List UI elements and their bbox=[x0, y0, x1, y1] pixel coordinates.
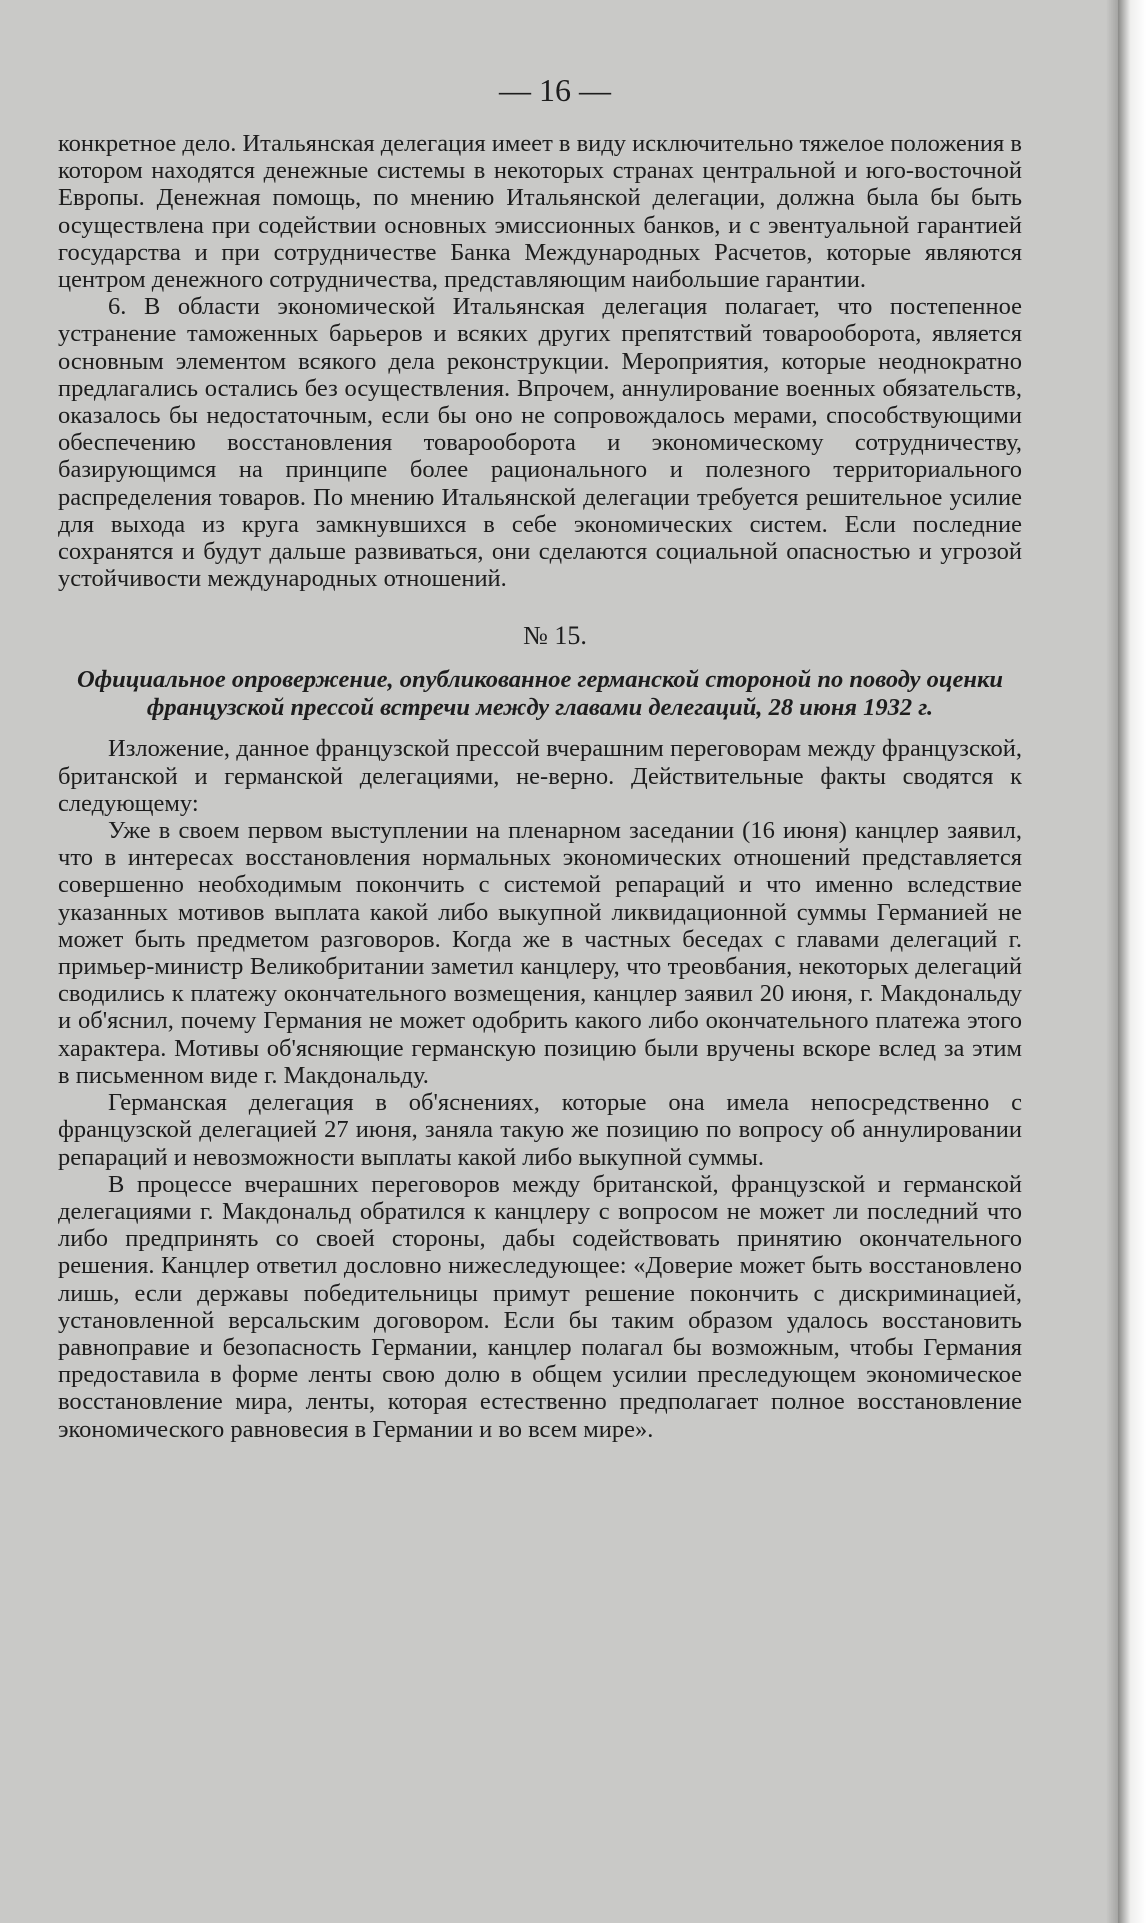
paragraph: Германская делегация в об'яснениях, которые она имела непосредственно с французской делегацией 27 июня, заняла такую же позицию по вопросу об аннулировании репараций и невозможности выплаты какой либо выкупной суммы. bbox=[58, 1089, 1022, 1171]
document-title: Официальное опровержение, опубликованное германской стороной по поводу оценки французской прессой встречи между главами делегаций, 28 июня 1932 г. bbox=[76, 666, 1004, 721]
paragraph: Уже в своем первом выступлении на пленарном заседании (16 июня) канцлер заявил, что в интересах восстановления нормальных экономических отношений представляется совершенно необходимым покончить с системой репараций и что именно вследствие указанных мотивов выплата какой либо выкупной ликвидационной суммы Германией не может быть предметом разговоров. Когда же в частных беседах с главами делегаций г. примьер-министр Великобритании заметил канцлеру, что треовбания, некоторых делегаций сводились к платежу окончательного возмещения, канцлер заявил 20 июня, г. Макдональду и об'яснил, почему Германия не может одобрить какого либо окончательного платежа этого характера. Мотивы об'ясняющие германскую позицию были вручены вскоре вслед за этим в письменном виде г. Макдональду. bbox=[58, 817, 1022, 1089]
page-fold-shadow bbox=[1106, 0, 1118, 1923]
paragraph: Изложение, данное французской прессой вчерашним переговорам между французской, британской и германской делегациями, не-верно. Действительные факты сводятся к следующему: bbox=[58, 735, 1022, 817]
paragraph: В процессе вчерашних переговоров между британской, французской и германской делегациями г. Макдональд обратился к канцлеру с вопросом не может ли последний что либо предпринять со своей стороны, дабы содействовать принятию окончательного решения. Канцлер ответил дословно нижеследующее: «Доверие может быть восстановлено лишь, если державы победительницы примут решение покончить с дискриминацией, установленной версальским договором. Если бы таким образом удалось восстановить равноправие и безопасность Германии, канцлер полагал бы возможным, чтобы Германия предоставила в форме ленты свою долю в общем усилии преследующем экономическое восстановление мира, ленты, которая естественно предполагает полное восстановление экономического равновесия в Германии и во всем мире». bbox=[58, 1170, 1022, 1443]
paragraph-continuation: конкретное дело. Итальянская делегация имеет в виду исключительно тяжелое положения в котором находятся денежные системы в некоторых странах центральной и юго-восточной Европы. Денежная помощь, по мнению Итальянской делегации, должна была бы быть осуществлена при содействии основных эмиссионных банков, и с эвентуальной гарантией государства и при сотрудничестве Банка Международных Расчетов, которые являются центром денежного сотрудничества, представляющим наибольшие гарантии. bbox=[58, 130, 1022, 294]
page-content bbox=[58, 70, 1022, 1443]
document-number: № 15. bbox=[523, 621, 587, 651]
page-edge bbox=[1118, 0, 1146, 1923]
paragraph-item-6: 6. В области экономической Итальянская делегация полагает, что постепенное устранение таможенных барьеров и всяких других препятствий товарооборота, является основным элементом всякого дела реконструкции. Мероприятия, которые неоднократно предлагались остались без осуществления. Впрочем, аннулирование военных обязательств, оказалось бы недостаточным, если бы оно не сопровождалось мерами, способствующими обеспечению восстановления товарооборота и экономическому сотрудничеству, базирующимся на принципе более рационального и полезного территориального распределения товаров. По мнению Итальянской делегации требуется решительное усилие для выхода из круга замкнувшихся в себе экономических систем. Если последние сохранятся и будут дальше развиваться, они сделаются социальной опасностью и угрозой устойчивости международных отношений. bbox=[58, 293, 1022, 593]
page-number: — 16 — bbox=[499, 72, 611, 108]
